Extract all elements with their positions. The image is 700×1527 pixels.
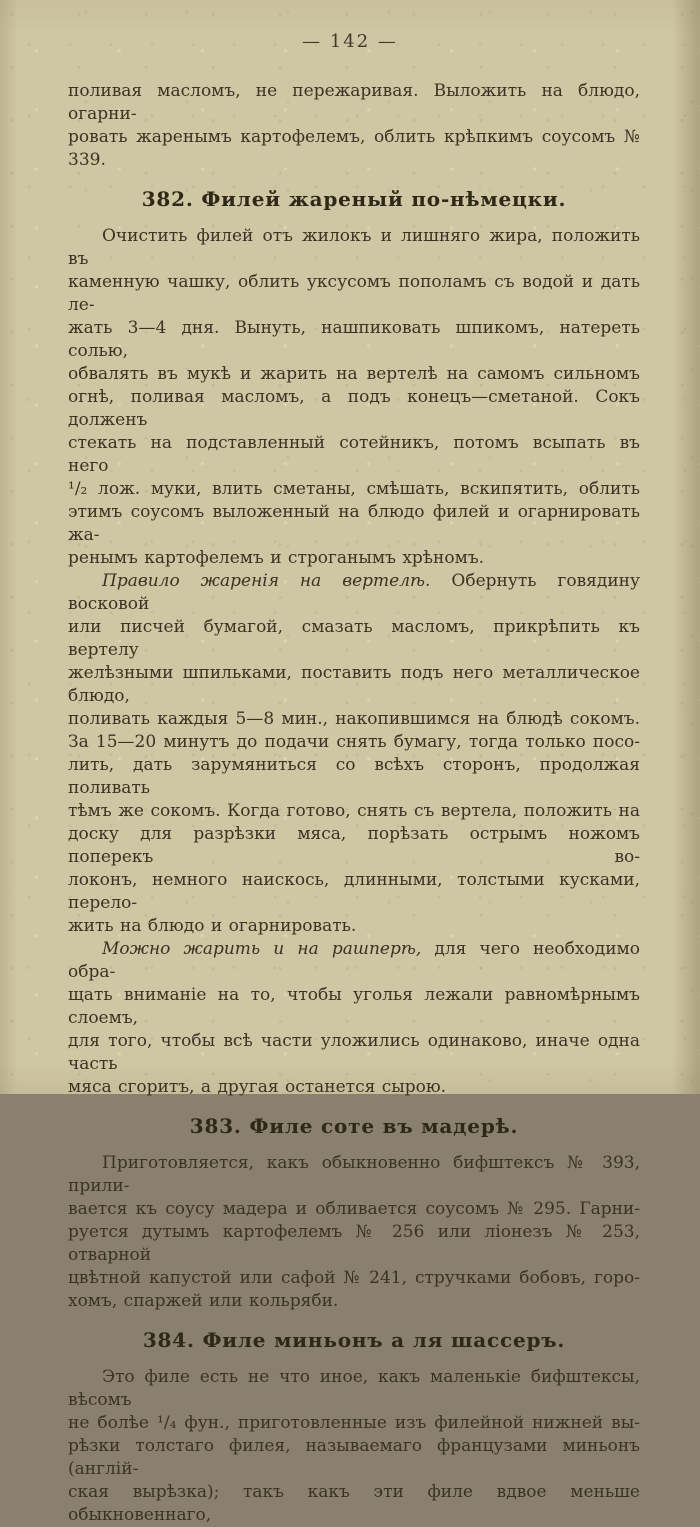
text-line: мяса сгоритъ, а другая останется сырою. [68, 1077, 447, 1097]
text-line: стекать на подставленный сотейникъ, потомъ всыпать въ него [68, 433, 640, 476]
text-line: Это филе есть не что иное, какъ маленькіе бифштексы, вѣсомъ [68, 1367, 640, 1410]
text-line: цвѣтной капустой или сафой № 241, стручками бобовъ, горо- [68, 1268, 640, 1288]
text-line: жать 3—4 дня. Вынуть, нашпиковать шпикомъ, натереть солью, [68, 318, 640, 361]
italic-lead: Можно жарить и на рашперѣ, [102, 939, 422, 959]
text-line: поливая масломъ, не пережаривая. Выложить на блюдо, огарни- [68, 81, 640, 124]
text-line: каменную чашку, облить уксусомъ пополамъ съ водой и дать ле- [68, 272, 640, 315]
recipe-heading: 383. Филе соте въ мадерѣ. [189, 1114, 519, 1138]
text-line: лить, дать зарумяниться со всѣхъ сторонъ, продолжая поливать [68, 755, 640, 798]
text-line: Очистить филей отъ жилокъ и лишняго жира, положить въ [68, 226, 640, 269]
text-line: желѣзными шпильками, поставить подъ него металлическое блюдо, [68, 663, 640, 706]
text-line: руется дутымъ картофелемъ № 256 или ліонезъ № 253, отварной [68, 1222, 640, 1265]
text-line: рѣзки толстаго филея, называемаго французами миньонъ (англій- [68, 1436, 640, 1479]
text-line: доску для разрѣзки мяса, порѣзать острымъ ножомъ поперекъ во- [68, 824, 640, 867]
text-line: этимъ соусомъ выложенный на блюдо филей и огарнировать жа- [68, 502, 640, 545]
paragraph [68, 570, 640, 938]
text-line: обвалять въ мукѣ и жарить на вертелѣ на самомъ сильномъ [68, 364, 640, 384]
text-line: щать вниманіе на то, чтобы уголья лежали равномѣрнымъ слоемъ, [68, 985, 640, 1028]
page-number: — 142 — [302, 31, 398, 52]
text-line: поливать каждыя 5—8 мин., накопившимся на блюдѣ сокомъ. [68, 709, 640, 729]
text-line: для того, чтобы всѣ части уложились одинаково, иначе одна часть [68, 1031, 640, 1074]
text-line: локонъ, немного наискось, длинными, толстыми кусками, перело- [68, 870, 640, 913]
text-line: вается къ соусу мадера и обливается соусомъ № 295. Гарни- [68, 1199, 640, 1219]
paragraph [68, 80, 640, 172]
paragraph [68, 1366, 640, 1527]
text-line: ская вырѣзка); такъ какъ эти филе вдвое меньше обыкновеннаго, [68, 1482, 640, 1525]
text-line: хомъ, спаржей или кольряби. [68, 1291, 339, 1311]
text-line: Можно жарить и на рашперѣ, для чего необходимо обра- [68, 939, 640, 982]
text-line: жить на блюдо и огарнировать. [68, 916, 357, 936]
text-line: тѣмъ же сокомъ. Когда готово, снять съ вертела, положить на [68, 801, 640, 821]
text-line: огнѣ, поливая масломъ, а подъ конецъ—сметаной. Сокъ долженъ [68, 387, 640, 430]
recipe-heading: 382. Филей жареный по-нѣмецки. [141, 187, 567, 211]
text-line: ¹/₂ лож. муки, влить сметаны, смѣшать, вскипятить, облить [68, 479, 640, 499]
text-line: или писчей бумагой, смазать масломъ, прикрѣпить къ вертелу [68, 617, 640, 660]
paragraph [68, 938, 640, 1099]
italic-lead: Правило жаренія на вертелѣ. [102, 571, 431, 591]
text-line: ренымъ картофелемъ и строганымъ хрѣномъ. [68, 548, 485, 568]
paragraph [68, 1152, 640, 1313]
text-line: Приготовляется, какъ обыкновенно бифштексъ № 393, прили- [68, 1153, 640, 1196]
paragraph [68, 225, 640, 570]
text-block [68, 80, 640, 1527]
text-line: ровать жаренымъ картофелемъ, облить крѣпкимъ соусомъ № 339. [68, 127, 640, 170]
text-line: За 15—20 минутъ до подачи снять бумагу, тогда только посо- [68, 732, 640, 752]
text-line: Правило жаренія на вертелѣ. Обернуть говядину восковой [68, 571, 641, 614]
recipe-heading: 384. Филе миньонъ а ля шассеръ. [142, 1328, 566, 1352]
text-line: не болѣе ¹/₄ фун., приготовленные изъ филейной нижней вы- [68, 1413, 640, 1433]
